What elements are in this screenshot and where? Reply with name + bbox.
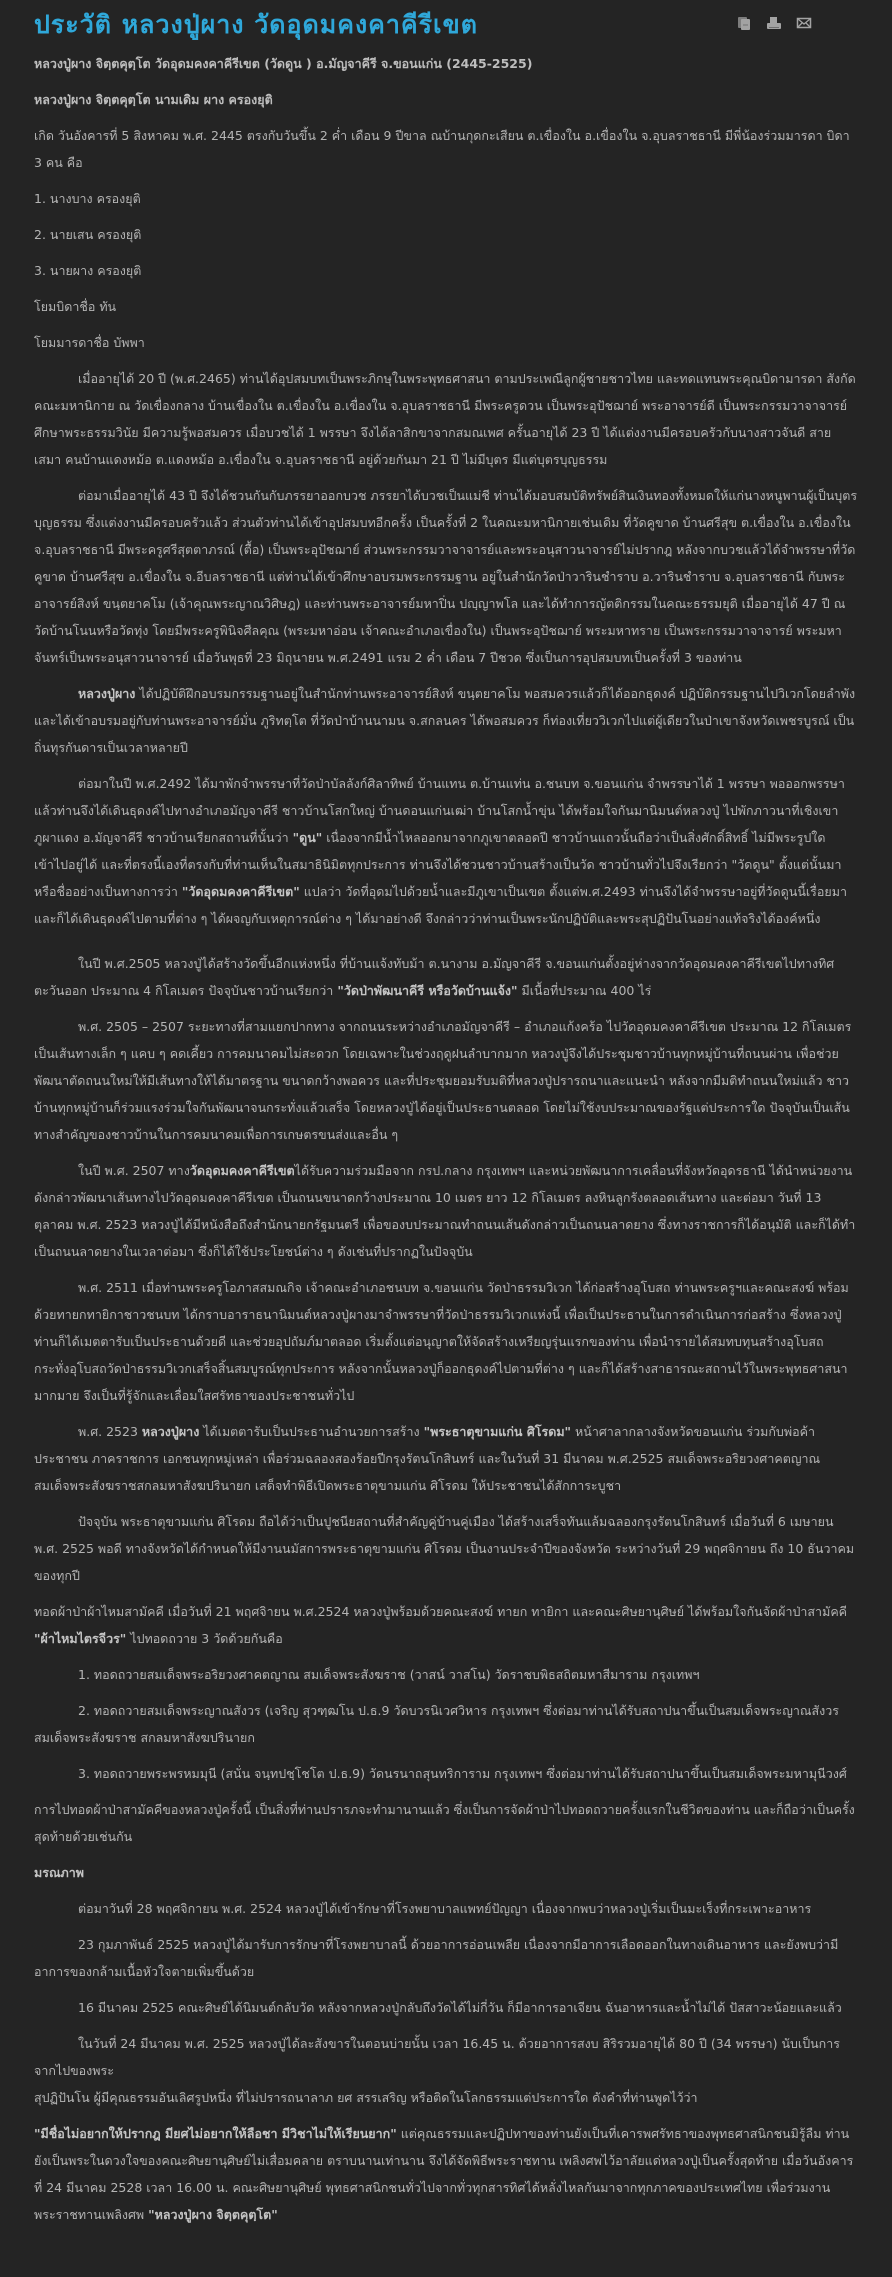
text: ต่อมาในปี พ.ศ.2492 ได้มาพักจำพรรษาที่วัดป่าบัลลังก์ศิลาทิพย์ บ้านแทน ต.บ้านแท่น อ.ชนบท จ.ขอนแก่น จำพรรษาได้ 1 พรรษา พอออกพรรษาแล้วท่านจึงได้เดินธุดงค์ไปทางอำเภอมัญจาคีรี ชาวบ้านโสกใหญ่ บ้านดอนแก่นเฒ่า บ้านโสกน้ำขุ่น ได้พร้อมใจกันมานิมนต์หลวงปู่ ไปพักภาวนาที่เชิงเขาภูผาแดง อ.มัญจาคีรี ชาวบ้านเรียกสถานที่นั้นว่า: [34, 776, 845, 845]
paragraph-road-2505: พ.ศ. 2505 – 2507 ระยะทางที่สามแยกปากทาง จากถนนระหว่างอำเภอมัญจาคีรี – อำเภอแก้งคร้อ ไปวัดอุดมคงคาคีรีเขต ประมาณ 12 กิโลเมตร เป็นเส้นทางเล็ก ๆ แคบ ๆ คดเคี้ยว การคมนาคมไม่สะดวก โดยเฉพาะในช่วงฤดูฝนลำบากมาก หลวงปู่จึงได้ประชุมชาวบ้านทุกหมู่บ้านที่ถนนผ่าน เพื่อช่วยพัฒนาตัดถนนใหม่ให้มีเส้นทางให้ได้มาตรฐาน ขนาดกว้างพอควร และที่ประชุมยอมรับมติที่หลวงปู่ปรารถนาและแนะนำ หลังจากมีมติทำถนนใหม่แล้ว ชาวบ้านทุกหมู่บ้านก็ร่วมแรงร่วมใจกันพัฒนาจนกระทั่งแล้วเสร็จ โดยหลวงปู่ได้อยู่เป็นประธานตลอด โดยไม่ใช้งบประมาณของรัฐแต่ประการใด ปัจจุบันเป็นเส้นทางสำคัญของชาวบ้านในการคมนาคมเพื่อการเกษตรขนส่งและอื่น ๆ: [34, 1019, 852, 1142]
paragraph-return-temple: 16 มีนาคม 2525 คณะศิษย์ได้นิมนต์กลับวัด หลังจากหลวงปู่กลับถึงวัดได้ไม่กี่วัน ก็มีอาการอาเจียน ฉันอาหารและน้ำไม่ได้ ปัสสาวะน้อยและแล้ว: [78, 2000, 842, 2015]
paragraph-wat-ban-jaeng: [34, 950, 858, 1004]
emphasis: หลวงปู่ผาง: [141, 1424, 200, 1439]
offering-item: 2. ทอดถวายสมเด็จพระญาณสังวร (เจริญ สุวฑฺฒโน ป.ธ.9 วัดบวรนิเวศวิหาร กรุงเทพฯ ซึ่งต่อมาท่านได้รับสถาปนาขึ้นเป็นสมเด็จพระญาณสังวร สมเด็จพระสังฆราช สกลมหาสังฆปรินายก: [34, 1703, 839, 1745]
mother-name: โยมมารดาชื่อ บัพพา: [34, 335, 145, 350]
paragraph-cremation: [34, 2120, 858, 2228]
text: ในปี พ.ศ. 2507 ทาง: [78, 1163, 190, 1178]
text: ได้รับความร่วมมือจาก กรป.กลาง กรุงเทพฯ และหน่วยพัฒนาการเคลื่อนที่จังหวัดอุดรธานี ได้นำหน่วยงานดังกล่าวพัฒนาเส้นทางไปวัดอุดมคงคาคีรีเขต เป็นถนนขนาดกว้างประมาณ 10 เมตร ยาว 12 กิโลเมตร ลงหินลูกรังตลอดเส้นทาง และต่อมา วันที่ 13 ตุลาคม พ.ศ. 2523 หลวงปู่ได้มีหนังสือถึงสำนักนายกรัฐมนตรี เพื่อของบประมาณทำถนนเส้นดังกล่าวเป็นถนนลาดยาง ซึ่งทางราชการก็ได้อนุมัติ และก็ได้ทำเป็นถนนลาดยางในเวลาต่อมา ซึ่งก็ได้ใช้ประโยชน์ต่าง ๆ ดังเช่นที่ปรากฏในปัจจุบัน: [34, 1163, 856, 1259]
emphasis: "หลวงปู่ผาง จิตฺตคุตฺโต": [148, 2207, 278, 2222]
text: ได้เมตตารับเป็นประธานอำนวยการสร้าง: [199, 1424, 424, 1439]
sibling-item: 2. นายเสน ครองยุติ: [34, 227, 142, 242]
birth-paragraph: เกิด วันอังคารที่ 5 สิงหาคม พ.ศ. 2445 ตรงกับวันขึ้น 2 ค่ำ เดือน 9 ปีขาล ณบ้านกุดกะเสียน ต.เขื่องใน อ.เขื่องใน จ.อุบลราชธานี มีพี่น้องร่วมมารดา บิดา 3 คน คือ: [34, 128, 850, 170]
paragraph-passing: ในวันที่ 24 มีนาคม พ.ศ. 2525 หลวงปู่ได้ละสังขารในตอนบ่ายนั้น เวลา 16.45 น. ด้วยอาการสงบ สิริรวมอายุได้ 80 ปี (34 พรรษา) นับเป็นการจากไปของพระ: [34, 2036, 840, 2078]
paragraph-ordination: เมื่ออายุได้ 20 ปี (พ.ศ.2465) ท่านได้อุปสมบทเป็นพระภิกษุในพระพุทธศาสนา ตามประเพณีลูกผู้ชายชาวไทย และทดแทนพระคุณบิดามารดา สังกัดคณะมหานิกาย ณ วัดเขื่องกลาง บ้านเขื่องใน ต.เขื่องใน อ.เขื่องใน จ.อุบลราชธานี มีพระครูดวน เป็นพระอุปัชฌาย์ พระอาจารย์ดี เป็นพระกรรมวาจาจารย์ ศึกษาพระธรรมวินัย มีความรู้พอสมควร เมื่อบวชได้ 1 พรรษา จึงได้ลาสิกขาจากสมณเพศ ครั้นอายุได้ 23 ปี ได้แต่งงานมีครอบครัวกับนางสาวจันดี สายเสมา คนบ้านแดงหม้อ ต.แดงหม้อ อ.เขื่องใน จ.อุบลราชธานี อยู่ด้วยกันมา 21 ปี ไม่มีบุตร มีแต่บุตรบุญธรรม: [34, 371, 856, 467]
email-button[interactable]: [796, 15, 812, 31]
emphasis: "วัดป่าพัฒนาคีรี หรือวัดบ้านแจ้ง": [337, 983, 518, 998]
paragraph-wat-doon: [34, 770, 858, 932]
paragraph-ubosot-2511: พ.ศ. 2511 เมื่อท่านพระครูโอภาสสมณกิจ เจ้าคณะอำเภอชนบท จ.ขอนแก่น วัดป่าธรรมวิเวก ได้ก่อสร้างอุโบสถ ท่านพระครูฯและคณะสงฆ์ พร้อมด้วยทายกทายิกาชาวชนบท ได้กราบอาราธนานิมนต์หลวงปู่ผางมาจำพรรษาที่วัดป่าธรรมวิเวกแห่งนี้ เพื่อเป็นประธานในการดำเนินการก่อสร้าง ซึ่งหลวงปู่ท่านก็ได้เมตตารับเป็นประธานด้วยดี และช่วยอุปถัมภ์มาตลอด เริ่มตั้งแต่อนุญาตให้จัดสร้างเหรียญรุ่นแรกของท่าน เพื่อนำรายได้สมทบทุนสร้างอุโบสถ กระทั่งอุโบสถวัดป่าธรรมวิเวกเสร็จสิ้นสมบูรณ์ทุกประการ หลังจากนั้นหลวงปู่ก็ออกธุดงค์ไปตามที่ต่าง ๆ และก็ได้สร้างสาธารณะสถานไว้ในพระพุทธศาสนามากมาย จึงเป็นที่รู้จักและเลื่อมใสศรัทธาของประชาชนทั่วไป: [34, 1280, 849, 1403]
text: แต่คุณธรรมและปฏิปทาของท่านยังเป็นที่เคารพศรัทธาของพุทธศาสนิกชนมิรู้ลืม ท่านยังเป็นพระในดวงใจของคณะศิษยานุศิษย์ไม่เสื่อมคลาย ตราบนานเท่านาน จึงได้จัดพิธีพระราชทาน เพลิงศพไว้อาลัยแด่หลวงปู่เป็นครั้งสุดท้าย เมื่อวันอังคารที่ 24 มีนาคม 2528 เวลา 16.00 น. คณะศิษยานุศิษย์ พุทธศาสนิกชนทั่วไปจากทั่วทุกสารทิศได้หลั่งไหลกันมาจากทุกภาคของประเทศไทย เพื่อร่วมงานพระราชทานเพลิงศพ: [34, 2126, 854, 2222]
father-name: โยมบิดาชื่อ ทัน: [34, 299, 117, 314]
paragraph-hospital: ต่อมาวันที่ 28 พฤศจิกายน พ.ศ. 2524 หลวงปู่ได้เข้ารักษาที่โรงพยาบาลแพทย์ปัญญา เนื่องจากพบว่าหลวงปู่เริ่มเป็นมะเร็งที่กระเพาะอาหาร: [78, 1901, 812, 1916]
print-button[interactable]: [766, 15, 782, 31]
emphasis: วัดอุดมคงคาคีรีเขต: [189, 1163, 295, 1178]
sibling-item: 3. นายผาง ครองยุติ: [34, 263, 142, 278]
paragraph-stupa-2523: [34, 1418, 858, 1499]
emphasis: "ผ้าไหมไตรจีวร": [34, 1631, 127, 1646]
paragraph-stupa-present: ปัจจุบัน พระธาตุขามแก่น ศิโรดม ถือได้ว่าเป็นปูชนียสถานที่สำคัญคู่บ้านคู่เมือง ได้สร้างเสร็จทันแล้มฉลองกรุงรัตนโกสินทร์ เมื่อวันที่ 6 เมษายน พ.ศ. 2525 พอดี ทางจังหวัดได้กำหนดให้มีงานนมัสการพระธาตุขามแก่น ศิโรดม เป็นงานประจำปีของจังหวัด ระหว่างวันที่ 29 พฤศจิกายน ถึง 10 ธันวาคม ของทุกปี: [34, 1514, 855, 1583]
text: พ.ศ. 2523: [78, 1424, 142, 1439]
pdf-button[interactable]: [736, 15, 752, 31]
printer-icon: [766, 15, 782, 31]
paragraph-passing-cont: สุปฏิปันโน ผู้มีคุณธรรมอันเลิศรูปหนึ่ง ที่ไม่ปรารถนาลาภ ยศ สรรเสริญ หรือติดในโลกธรรมแต่ประการใด ดังคำที่ท่านพูดไว้ว่า: [34, 2090, 698, 2105]
paragraph-second-ordination: ต่อมาเมื่ออายุได้ 43 ปี จึงได้ชวนกันกับภรรยาออกบวช ภรรยาได้บวชเป็นแม่ชี ท่านได้มอบสมบัติทรัพย์สินเงินทองทั้งหมดให้แก่นางหนูพานผู้เป็นบุตรบุญธรรม ซึ่งแต่งงานมีครอบครัวแล้ว ส่วนตัวท่านได้เข้าอุปสมบทอีกครั้ง เป็นครั้งที่ 2 ในคณะมหานิกายเช่นเดิม ที่วัดคูขาด บ้านศรีสุข ต.เขื่องใน อ.เขื่องใน จ.อุบลราชธานี มีพระครูศรีสุตตาภรณ์ (ตื้อ) เป็นพระอุปัชฌาย์ ส่วนพระกรรมวาจาจารย์และพระอนุสาวนาจารย์ไม่ปรากฎ หลังจากบวชแล้วได้จำพรรษาที่วัดคูขาด บ้านศรีสุข อ.เขื่องใน จ.อีบลราชธานี แต่ท่านได้เข้าศึกษาอบรมพระกรรมฐาน อยู่ในสำนักวัดป่าวารินชำราบ อ.วารินชำราบ จ.อุบลราชธานี กับพระอาจารย์สิงห์ ขนฺตยาคโม (เจ้าคุณพระญาณวิศิษฎ) และท่านพระอาจารย์มหาปิ่น ปญฺญาพโล และได้ทำการญัตติกรรมในคณะธรรมยุติ เมื่ออายุได้ 47 ปี ณ วัดบ้านโนนหรือวัดทุ่ง โดยมีพระครูพินิจศีลคุณ (พระมหาอ่อน เจ้าคณะอำเภอเขื่องใน) เป็นพระอุปัชฌาย์ พระมหาทราย เป็นพระกรรมวาจาจารย์ พระมหาจันทร์เป็นพระอนุสาวนาจารย์ เมื่อวันพุธที่ 23 มิถุนายน พ.ศ.2491 แรม 2 ค่ำ เดือน 7 ปีชวด ซึ่งเป็นการอุปสมบทเป็นครั้งที่ 3 ของท่าน: [34, 488, 858, 665]
emphasis: "ดูน": [292, 830, 323, 845]
birth-name: หลวงปู่ผาง จิตฺตคุตฺโต นามเดิม ผาง ครองยุติ: [34, 92, 273, 107]
text: หน้าศาลากลางจังหวัดขอนแก่น ร่วมกับพ่อค้า ประชาชน ภาคราชการ เอกชนทุกหมู่เหล่า เพื่อร่วมฉลองสองร้อยปีกรุงรัตนโกสินทร์ และในวันที่ 31 มีนาคม พ.ศ.2525 สมเด็จพระอริยวงศาคตญาณ สมเด็จพระสังฆราชสกลมหาสังฆปรินายก เสด็จทำพิธีเปิดพระธาตุขามแก่น ศิโรดม ให้ประชาชนได้สักการะบูชา: [34, 1424, 821, 1493]
document-copy-icon: [736, 15, 752, 31]
offering-item: 3. ทอดถวายพระพรหมมุนี (สนั่น จนฺทปชฺโชโต ป.ธ.9) วัดนรนาถสุนทริการาม กรุงเทพฯ ซึ่งต่อมาท่านได้รับสถาปนาขึ้นเป็นสมเด็จพระมหามุนีวงศ์: [78, 1766, 847, 1781]
emphasis: "พระธาตุขามแก่น ศิโรดม": [423, 1424, 572, 1439]
article-subtitle: หลวงปู่ผาง จิตฺตคุตฺโต วัดอุดมคงคาคีรีเขต (วัดดูน ) อ.มัญจาคีรี จ.ขอนแก่น (2445-2525): [34, 56, 533, 71]
page-title: ประวัติ หลวงปู่ผาง วัดอุดมคงคาคีรีเขต: [34, 10, 478, 39]
text: ได้ปฏิบัติฝึกอบรมกรรมฐานอยู่ในสำนักท่านพระอาจารย์สิงห์ ขนฺตยาคโม พอสมควรแล้วก็ได้ออกธุดงค์ ปฏิบัติกรรมฐานไปวิเวกโดยลำพัง และได้เข้าอบรมอยู่กับท่านพระอาจารย์มั่น ภูริทตฺโต ที่วัดป่าบ้านนามน จ.สกลนคร ได้พอสมควร ก็ท่องเที่ยววิเวกไปแต่ผู้เดียวในป่าเขาจังหวัดเพชรบูรณ์ เป็นถิ่นทุรกันดารเป็นเวลาหลายปี: [34, 686, 856, 755]
text: เนื่องจากมีน้ำไหลออกมาจากภูเขาตลอดปี ชาวบ้านแถวนั้นถือว่าเป็นสิ่งศักดิ์สิทธิ์ ไม่มีพระรูปใดเข้าไปอยู่ได้ และที่ตรงนี้เองที่ตรงกับที่ท่านเห็นในสมาธินิมิตทุกประการ ท่านจึงได้ชวนชาวบ้านสร้างเป็นวัด ชาวบ้านทั่วไปจึงเรียกว่า "วัดดูน" ตั้งแต่นั้นมา หรือชื่ออย่างเป็นทางการว่า: [34, 830, 842, 899]
paragraph-meditation: [34, 680, 858, 761]
envelope-icon: [796, 15, 812, 31]
paragraph-pha-pa: [34, 1598, 858, 1652]
text: มีเนื้อที่ประมาณ 400 ไร่: [517, 983, 652, 998]
paragraph-pha-pa-summary: การไปทอดผ้าป่าสามัคคีของหลวงปู่ครั้งนี้ เป็นสิ่งที่ท่านปรารภจะทำมานานแล้ว ซึ่งเป็นการจัดผ้าป่าไปทอดถวายครั้งแรกในชีวิตของท่าน และก็ถือว่าเป็นครั้งสุดท้ายด้วยเช่นกัน: [34, 1802, 855, 1844]
text: ไปทอดถวาย 3 วัดด้วยกันคือ: [126, 1631, 283, 1646]
paragraph-treatment: 23 กุมภาพันธ์ 2525 หลวงปู่ได้มารับการรักษาที่โรงพยาบาลนี้ ด้วยอาการอ่อนเพลีย เนื่องจากมีอาการเลือดออกในทางเดินอาหาร และยังพบว่ามีอาการของกล้ามเนื้อหัวใจตายเพิ่มขึ้นด้วย: [34, 1937, 839, 1979]
article-actions: [736, 15, 812, 31]
emphasis: หลวงปู่ผาง: [78, 686, 136, 701]
text: ในปี พ.ศ.2505 หลวงปู่ได้สร้างวัดขึ้นอีกแห่งหนึ่ง ที่บ้านแจ้งทับม้า ต.นางาม อ.มัญจาคีรี จ.ขอนแก่นตั้งอยู่ห่างจากวัดอุดมคงคาคีรีเขตไปทางทิศตะวันออก ประมาณ 4 กิโลเมตร ปัจจุบันชาวบ้านเรียกว่า: [34, 956, 835, 998]
section-heading-death: มรณภาพ: [34, 1865, 85, 1880]
text: ทอดผ้าป่าผ้าไหมสามัคคี เมื่อวันที่ 21 พฤศจิายน พ.ศ.2524 หลวงปู่พร้อมด้วยคณะสงฆ์ ทายก ทายิกา และคณะศิษยานุศิษย์ ได้พร้อมใจกันจัดผ้าป่าสามัคคี: [34, 1604, 848, 1619]
emphasis: "วัดอุดมคงคาคีรีเขต": [181, 884, 300, 899]
quote: "มีชื่อไม่อยากให้ปรากฎ มียศไม่อยากให้ลือชา มีวิชาไม่ให้เรียนยาก": [34, 2126, 397, 2141]
text: แปลว่า วัดที่อุดมไปด้วยน้ำและมีภูเขาเป็นเขต ตั้งแต่พ.ศ.2493 ท่านจึงได้จำพรรษาอยู่ที่วัดดูนนี้เรื่อยมา และก็ได้เดินธุดงค์ไปตามที่ต่าง ๆ ได้ผจญกับเหตุการณ์ต่าง ๆ ได้มาอย่างดี จึงกล่าวว่าท่านเป็นพระนักปฏิบัติและพระสุปฏิปันโนอย่างแท้จริงได้องค์หนึ่ง: [34, 884, 847, 926]
article-header: [34, 6, 858, 44]
sibling-item: 1. นางบาง ครองยุติ: [34, 191, 141, 206]
offering-item: 1. ทอดถวายสมเด็จพระอริยวงศาคตญาณ สมเด็จพระสังฆราช (วาสน์ วาสโน) วัดราชบพิธสถิตมหาสีมาราม กรุงเทพฯ: [78, 1667, 700, 1682]
paragraph-road-2507: [34, 1157, 858, 1265]
